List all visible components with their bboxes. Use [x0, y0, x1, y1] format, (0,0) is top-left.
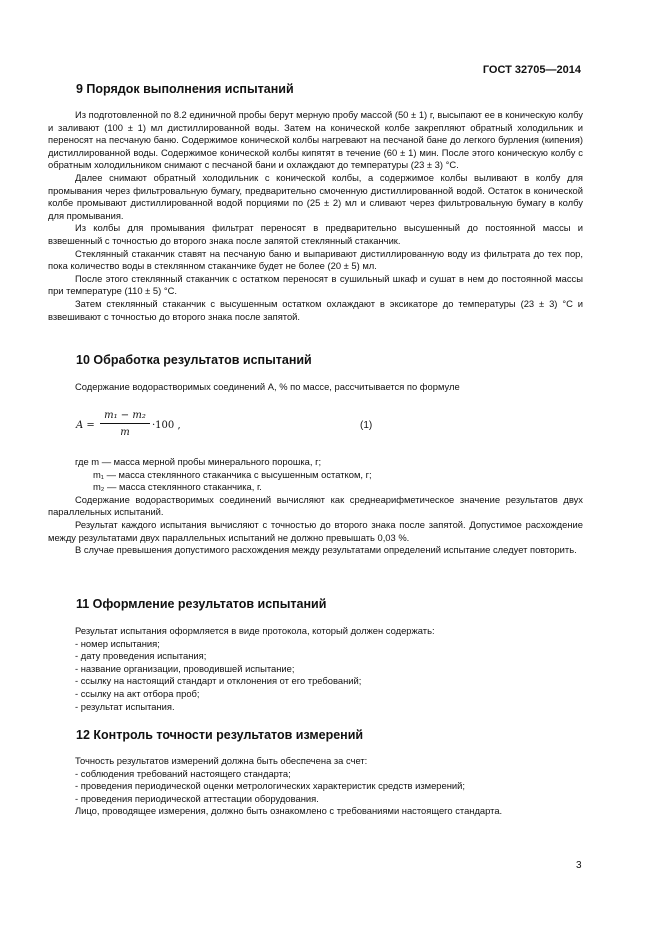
formula-rhs: ·100 , — [152, 420, 181, 431]
section-12-body — [48, 755, 583, 818]
where-line: m₂ — масса стеклянного стаканчика, г. — [93, 481, 262, 493]
list-item: - ссылку на акт отбора проб; — [75, 687, 200, 699]
standard-header: ГОСТ 32705—2014 — [482, 64, 581, 76]
equation-number: (1) — [360, 420, 373, 431]
formula-numerator: m₁ − m₂ — [100, 410, 150, 424]
paragraph: Из подготовленной по 8.2 единичной пробы берут мерную пробу массой (50 ± 1) г, высыпают ее в коническую колбу и заливают (100 ± 1) мл дистиллированной воды. Затем на конической колбе закрепляют обратный холодильник и переносят на песчаную баню. Содержимое конической колбы нагревают на песчаной бане до легкого бурления (кипения) дистиллированной воды. Содержимое конической колбы кипятят в течение (60 ± 1) мин. После этого коническую колбу с обратным холодильником снимают с песчаной бани и охлаждают до температуры (23 ± 3) °С. — [48, 109, 583, 171]
list-item: - название организации, проводившей испытание; — [75, 662, 295, 674]
list-item: - ссылку на настоящий стандарт и отклонения от его требований; — [75, 675, 362, 687]
section-10-intro — [48, 381, 583, 394]
where-line: где m — масса мерной пробы минерального порошка, г; — [75, 456, 322, 467]
list-item: - проведения периодической оценки метрологических характеристик средств измерений; — [75, 780, 465, 792]
formula-fraction — [100, 410, 150, 438]
formula — [76, 410, 386, 446]
paragraph: Содержание водорастворимых соединений А, % по массе, рассчитывается по формуле — [75, 381, 460, 392]
list-item: - проведения периодической аттестации оборудования. — [75, 792, 319, 804]
section-11-title: 11 Оформление результатов испытаний — [76, 597, 327, 611]
list-item: - результат испытания. — [75, 700, 175, 712]
formula-denominator: m — [120, 427, 130, 438]
list-item: - номер испытания; — [75, 637, 160, 649]
formula-lhs: A = — [76, 420, 95, 431]
paragraph: Далее снимают обратный холодильник с конической колбы, а содержимое колбы выливают в колбу для промывания через фильтровальную бумагу, предварительно смоченную дистиллированной водой. Остаток в конической колбе промывают дистиллированной водой порциями по (25 ± 2) мл и сливают через фильтровальную бумагу в колбу для промывания. — [48, 171, 583, 221]
paragraph: Из колбы для промывания фильтрат переносят в предварительно высушенный до постоянной массы и взвешенный с точностью до второго знака после запятой стеклянный стаканчик. — [48, 222, 583, 246]
section-11-body — [48, 625, 583, 713]
section-9-body — [48, 109, 583, 323]
list-item: - соблюдения требований настоящего стандарта; — [75, 767, 291, 779]
page-number: 3 — [576, 860, 582, 871]
section-9-title: 9 Порядок выполнения испытаний — [76, 82, 294, 96]
paragraph: Содержание водорастворимых соединений вычисляют как среднеарифметическое значение результатов двух параллельных испытаний. — [48, 493, 583, 518]
paragraph: После этого стеклянный стаканчик с остатком переносят в сушильный шкаф и сушат в нем до постоянной массы при температуре (110 ± 5) °С. — [48, 272, 583, 297]
paragraph: В случае превышения допустимого расхождения между результатами определений испытание следует повторить. — [75, 544, 577, 556]
list-item: - дату проведения испытания; — [75, 650, 207, 662]
paragraph: Стеклянный стаканчик ставят на песчаную баню и выпаривают дистиллированную воду из фильтрата до тех пор, пока количество воды в стеклянном стаканчике будет не более (20 ± 5) мл. — [48, 247, 583, 272]
paragraph: Результат каждого испытания вычисляют с точностью до второго знака после запятой. Допустимое расхождение между результатами двух параллельных испытаний не должно превышать 0,03 %. — [48, 518, 583, 543]
paragraph: Точность результатов измерений должна быть обеспечена за счет: — [75, 755, 368, 766]
where-line: m₁ — масса стеклянного стаканчика с высушенным остатком, г; — [93, 468, 372, 480]
paragraph: Лицо, проводящее измерения, должно быть ознакомлено с требованиями настоящего стандарта. — [75, 805, 503, 817]
section-12-title: 12 Контроль точности результатов измерений — [76, 728, 364, 742]
section-10-title: 10 Обработка результатов испытаний — [76, 353, 312, 367]
section-10-body — [48, 456, 583, 557]
paragraph: Затем стеклянный стаканчик с высушенным остатком охлаждают в эксикаторе до температуры (23 ± 3) °С и взвешивают с точностью до второго знака после запятой. — [48, 297, 583, 322]
paragraph: Результат испытания оформляется в виде протокола, который должен содержать: — [75, 625, 435, 636]
